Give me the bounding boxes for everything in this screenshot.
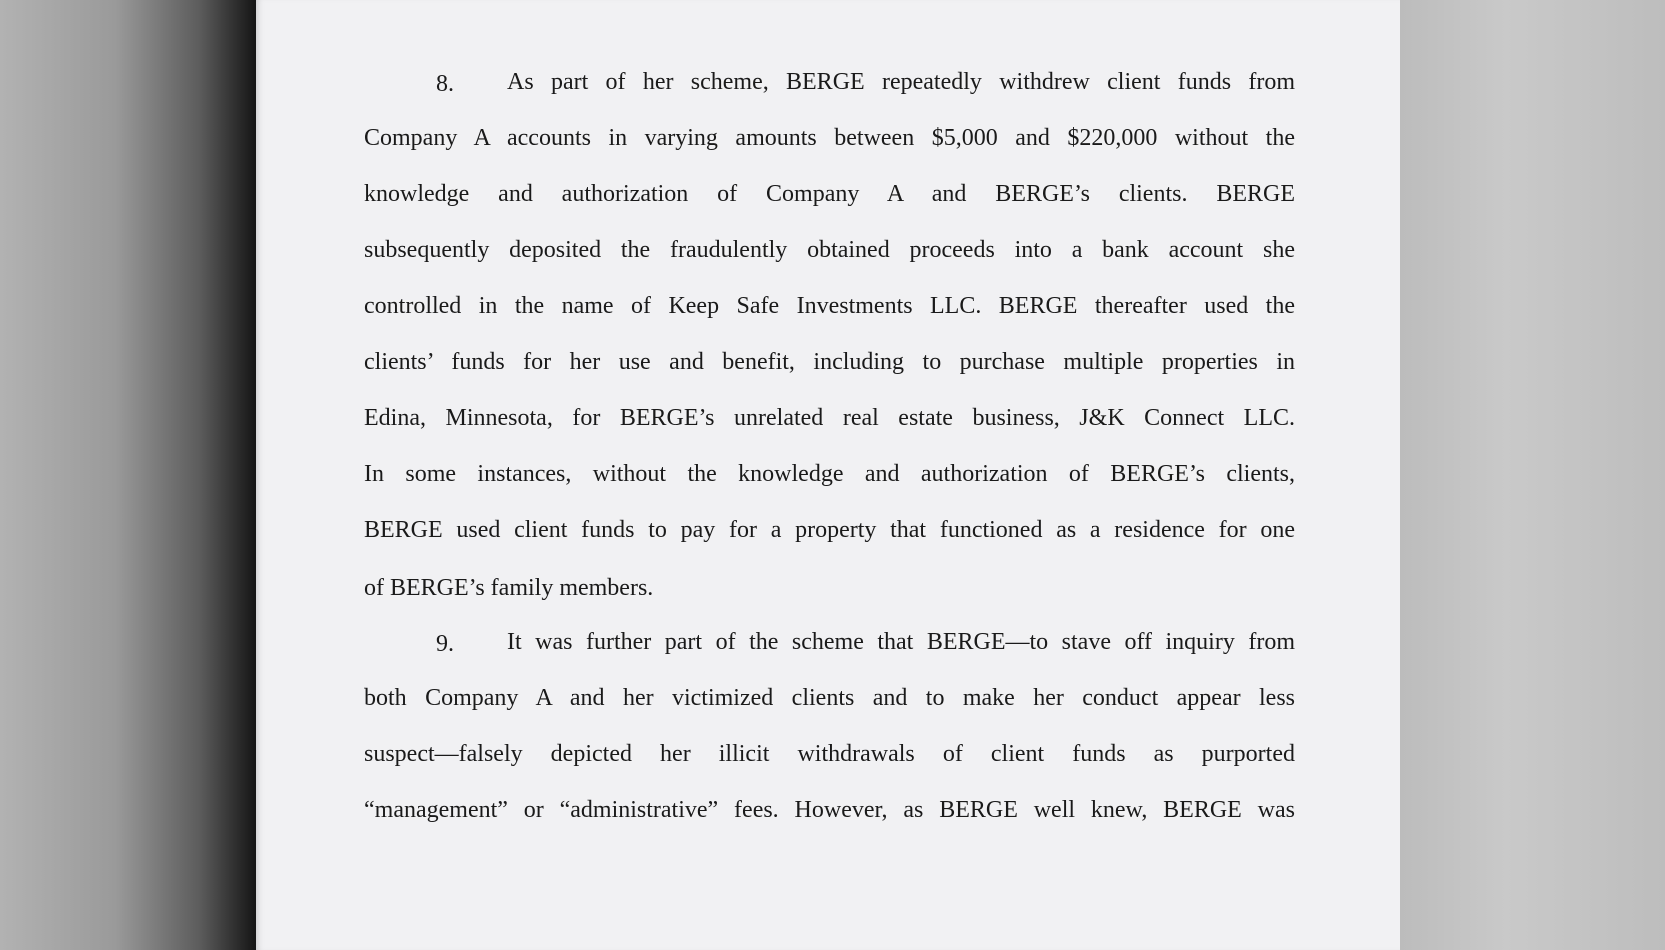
paragraph-line: It was further part of the scheme that BERGE—to stave off inquiry from xyxy=(507,629,1295,655)
paragraph-line: controlled in the name of Keep Safe Investments LLC. BERGE thereafter used the xyxy=(364,293,1295,319)
document-page xyxy=(256,0,1400,950)
paragraph-line: As part of her scheme, BERGE repeatedly withdrew client funds from xyxy=(507,69,1295,95)
background-left xyxy=(0,0,256,950)
paragraph-number: 8. xyxy=(436,71,454,97)
paragraph-line: “management” or “administrative” fees. However, as BERGE well knew, BERGE was xyxy=(364,797,1295,823)
background-right xyxy=(1400,0,1665,950)
paragraph-line: knowledge and authorization of Company A and BERGE’s clients. BERGE xyxy=(364,181,1295,207)
paragraph-line: In some instances, without the knowledge and authorization of BERGE’s clients, xyxy=(364,461,1295,487)
paragraph-line: Edina, Minnesota, for BERGE’s unrelated real estate business, J&K Connect LLC. xyxy=(364,405,1295,431)
paragraph-line: of BERGE’s family members. xyxy=(364,575,654,601)
paragraph-line: suspect—falsely depicted her illicit withdrawals of client funds as purported xyxy=(364,741,1295,767)
paragraph-line: Company A accounts in varying amounts between $5,000 and $220,000 without the xyxy=(364,125,1295,151)
paragraph-line: subsequently deposited the fraudulently obtained proceeds into a bank account she xyxy=(364,237,1295,263)
paragraph-line: both Company A and her victimized clients and to make her conduct appear less xyxy=(364,685,1295,711)
paragraph-line: BERGE used client funds to pay for a property that functioned as a residence for one xyxy=(364,517,1295,543)
paragraph-number: 9. xyxy=(436,631,454,657)
paragraph-line: clients’ funds for her use and benefit, including to purchase multiple properties in xyxy=(364,349,1295,375)
